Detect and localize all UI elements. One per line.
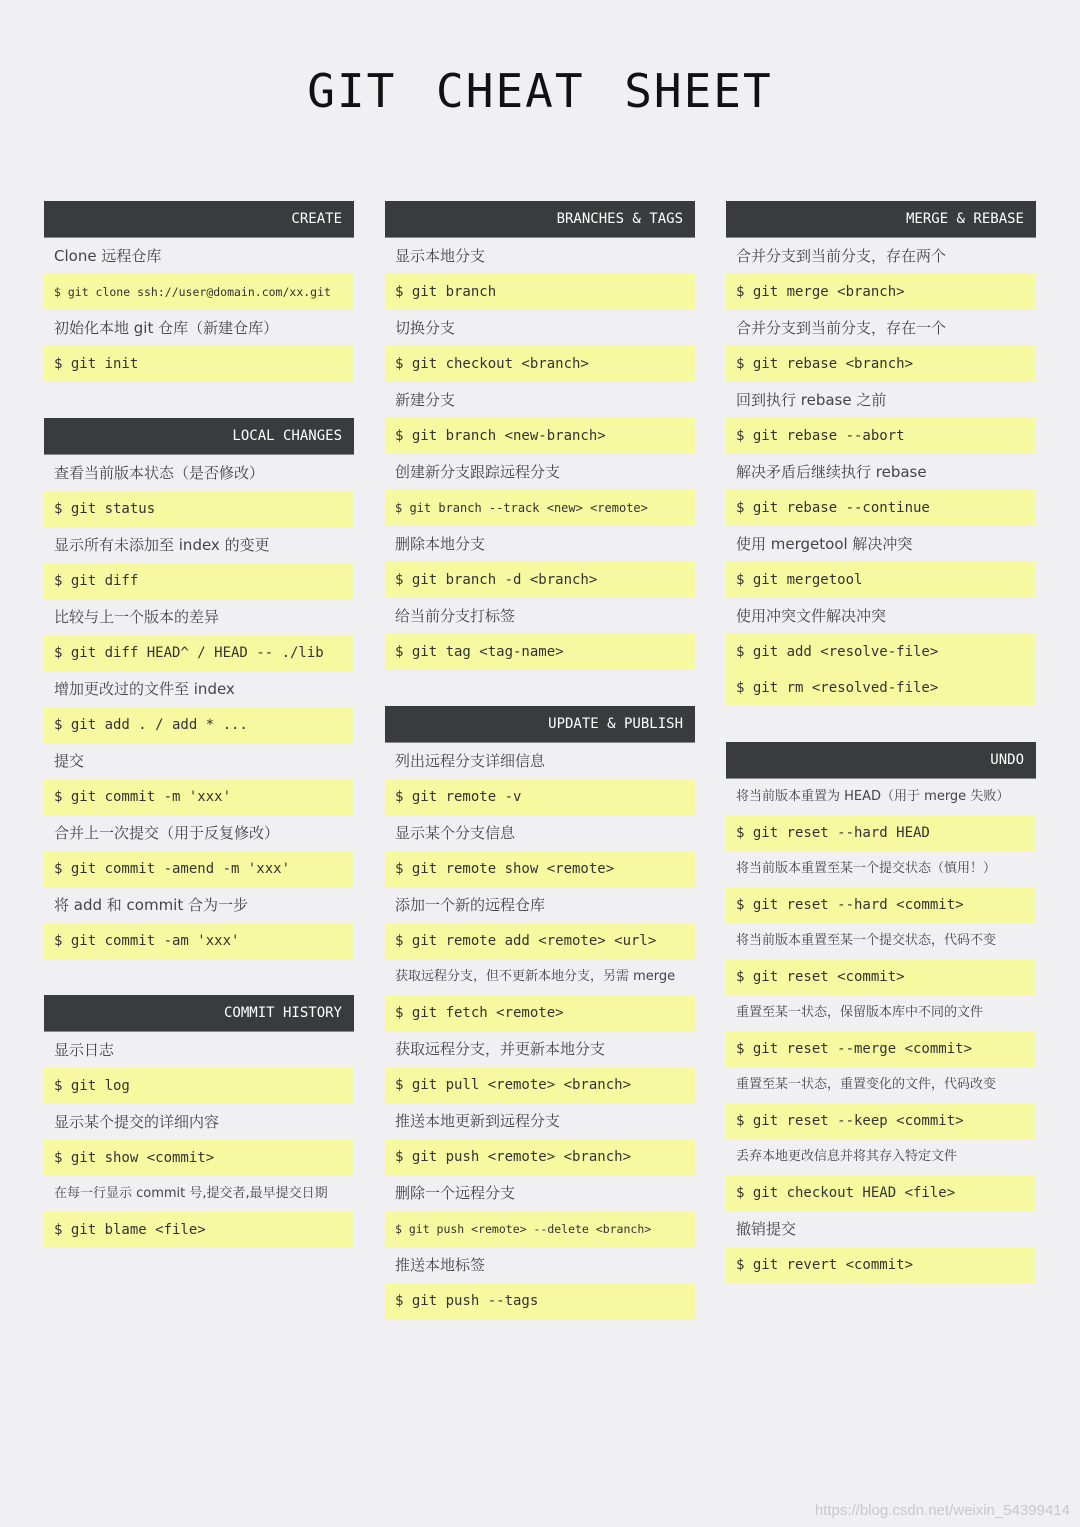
command: $ git checkout <branch> — [385, 346, 695, 382]
command: $ git remote -v — [385, 779, 695, 815]
section-merge-rebase — [726, 201, 1036, 706]
section-branches-tags — [385, 201, 695, 670]
command: $ git add <resolve-file> — [726, 634, 1036, 670]
description: 删除本地分支 — [395, 535, 486, 553]
description: 添加一个新的远程仓库 — [395, 896, 546, 914]
description: 合并分支到当前分支，存在一个 — [736, 319, 947, 337]
description: 显示日志 — [54, 1041, 115, 1059]
description: 重置至某一状态，重置变化的文件，代码改变 — [736, 1077, 997, 1092]
spacer — [44, 959, 354, 995]
command: $ git reset <commit> — [726, 959, 1036, 995]
section-create — [44, 201, 354, 382]
description: 删除一个远程分支 — [395, 1184, 516, 1202]
command: $ git push --tags — [385, 1283, 695, 1319]
description: 新建分支 — [395, 391, 456, 409]
section-header-create: CREATE — [44, 201, 354, 238]
command: $ git show <commit> — [44, 1140, 354, 1176]
command: $ git rebase --abort — [726, 418, 1036, 454]
section-header-local-changes: LOCAL CHANGES — [44, 418, 354, 455]
command: $ git fetch <remote> — [385, 995, 695, 1031]
command: $ git tag <tag-name> — [385, 634, 695, 670]
section-commit-history — [44, 995, 354, 1248]
description: 查看当前版本状态（是否修改） — [54, 464, 265, 482]
command: $ git branch --track <new> <remote> — [385, 490, 695, 526]
section-header-branches-tags: BRANCHES & TAGS — [385, 201, 695, 238]
description: 合并分支到当前分支，存在两个 — [736, 247, 947, 265]
description: 给当前分支打标签 — [395, 607, 516, 625]
description: 丢弃本地更改信息并将其存入特定文件 — [736, 1149, 958, 1164]
column-2 — [385, 201, 695, 1319]
command: $ git reset --merge <commit> — [726, 1031, 1036, 1067]
description: 撤销提交 — [736, 1220, 797, 1238]
description: 获取远程分支，但不更新本地分支，另需 merge — [395, 969, 676, 984]
command: $ git log — [44, 1068, 354, 1104]
section-update-publish — [385, 706, 695, 1319]
section-undo — [726, 742, 1036, 1283]
description: 增加更改过的文件至 index — [54, 680, 235, 698]
section-header-merge-rebase: MERGE & REBASE — [726, 201, 1036, 238]
description: 将 add 和 commit 合为一步 — [54, 896, 249, 914]
command: $ git diff — [44, 563, 354, 599]
command: $ git commit -m 'xxx' — [44, 779, 354, 815]
command: $ git branch <new-branch> — [385, 418, 695, 454]
command: $ git remote show <remote> — [385, 851, 695, 887]
description: 解决矛盾后继续执行 rebase — [736, 463, 927, 481]
command: $ git reset --hard HEAD — [726, 815, 1036, 851]
description: 显示某个提交的详细内容 — [54, 1113, 220, 1131]
description: 重置至某一状态，保留版本库中不同的文件 — [736, 1005, 984, 1020]
command: $ git rm <resolved-file> — [726, 670, 1036, 706]
description: 推送本地更新到远程分支 — [395, 1112, 561, 1130]
watermark: https://blog.csdn.net/weixin_54399414 — [814, 1502, 1070, 1519]
description: 显示所有未添加至 index 的变更 — [54, 536, 270, 554]
spacer — [44, 382, 354, 418]
command: $ git rebase <branch> — [726, 346, 1036, 382]
command: $ git commit -amend -m 'xxx' — [44, 851, 354, 887]
command: $ git push <remote> --delete <branch> — [385, 1211, 695, 1247]
description: 将当前版本重置为 HEAD（用于 merge 失败） — [736, 789, 1010, 804]
description: 使用 mergetool 解决冲突 — [736, 535, 913, 553]
description: 回到执行 rebase 之前 — [736, 391, 887, 409]
spacer — [726, 706, 1036, 742]
command: $ git add . / add * ... — [44, 707, 354, 743]
command: $ git branch — [385, 274, 695, 310]
command: $ git checkout HEAD <file> — [726, 1175, 1036, 1211]
section-header-update-publish: UPDATE & PUBLISH — [385, 706, 695, 743]
description: 在每一行显示 commit 号,提交者,最早提交日期 — [54, 1186, 328, 1201]
description: 创建新分支跟踪远程分支 — [395, 463, 561, 481]
section-local-changes — [44, 418, 354, 959]
section-header-undo: UNDO — [726, 742, 1036, 779]
description: 将当前版本重置至某一个提交状态，代码不变 — [736, 933, 997, 948]
command: $ git remote add <remote> <url> — [385, 923, 695, 959]
command: $ git commit -am 'xxx' — [44, 923, 354, 959]
description: 显示某个分支信息 — [395, 824, 516, 842]
command: $ git reset --keep <commit> — [726, 1103, 1036, 1139]
description: 提交 — [54, 752, 85, 770]
description: 合并上一次提交（用于反复修改） — [54, 824, 280, 842]
description: 获取远程分支，并更新本地分支 — [395, 1040, 606, 1058]
column-1 — [44, 201, 354, 1248]
description: 显示本地分支 — [395, 247, 486, 265]
description: 将当前版本重置至某一个提交状态（慎用！） — [736, 861, 997, 876]
description: 比较与上一个版本的差异 — [54, 608, 220, 626]
description: 列出远程分支详细信息 — [395, 752, 546, 770]
command: $ git clone ssh://user@domain.com/xx.git — [44, 274, 354, 310]
command: $ git rebase --continue — [726, 490, 1036, 526]
command: $ git reset --hard <commit> — [726, 887, 1036, 923]
page-title: GIT CHEAT SHEET — [307, 64, 773, 118]
command: $ git diff HEAD^ / HEAD -- ./lib — [44, 635, 354, 671]
column-3 — [726, 201, 1036, 1283]
spacer — [385, 670, 695, 706]
description: Clone 远程仓库 — [54, 247, 162, 265]
command: $ git blame <file> — [44, 1212, 354, 1248]
command: $ git merge <branch> — [726, 274, 1036, 310]
description: 使用冲突文件解决冲突 — [736, 607, 887, 625]
section-header-commit-history: COMMIT HISTORY — [44, 995, 354, 1032]
description: 推送本地标签 — [395, 1256, 486, 1274]
command: $ git init — [44, 346, 354, 382]
command: $ git pull <remote> <branch> — [385, 1067, 695, 1103]
command: $ git mergetool — [726, 562, 1036, 598]
description: 初始化本地 git 仓库（新建仓库） — [54, 319, 279, 337]
command: $ git push <remote> <branch> — [385, 1139, 695, 1175]
command: $ git status — [44, 491, 354, 527]
description: 切换分支 — [395, 319, 456, 337]
command: $ git branch -d <branch> — [385, 562, 695, 598]
command: $ git revert <commit> — [726, 1247, 1036, 1283]
